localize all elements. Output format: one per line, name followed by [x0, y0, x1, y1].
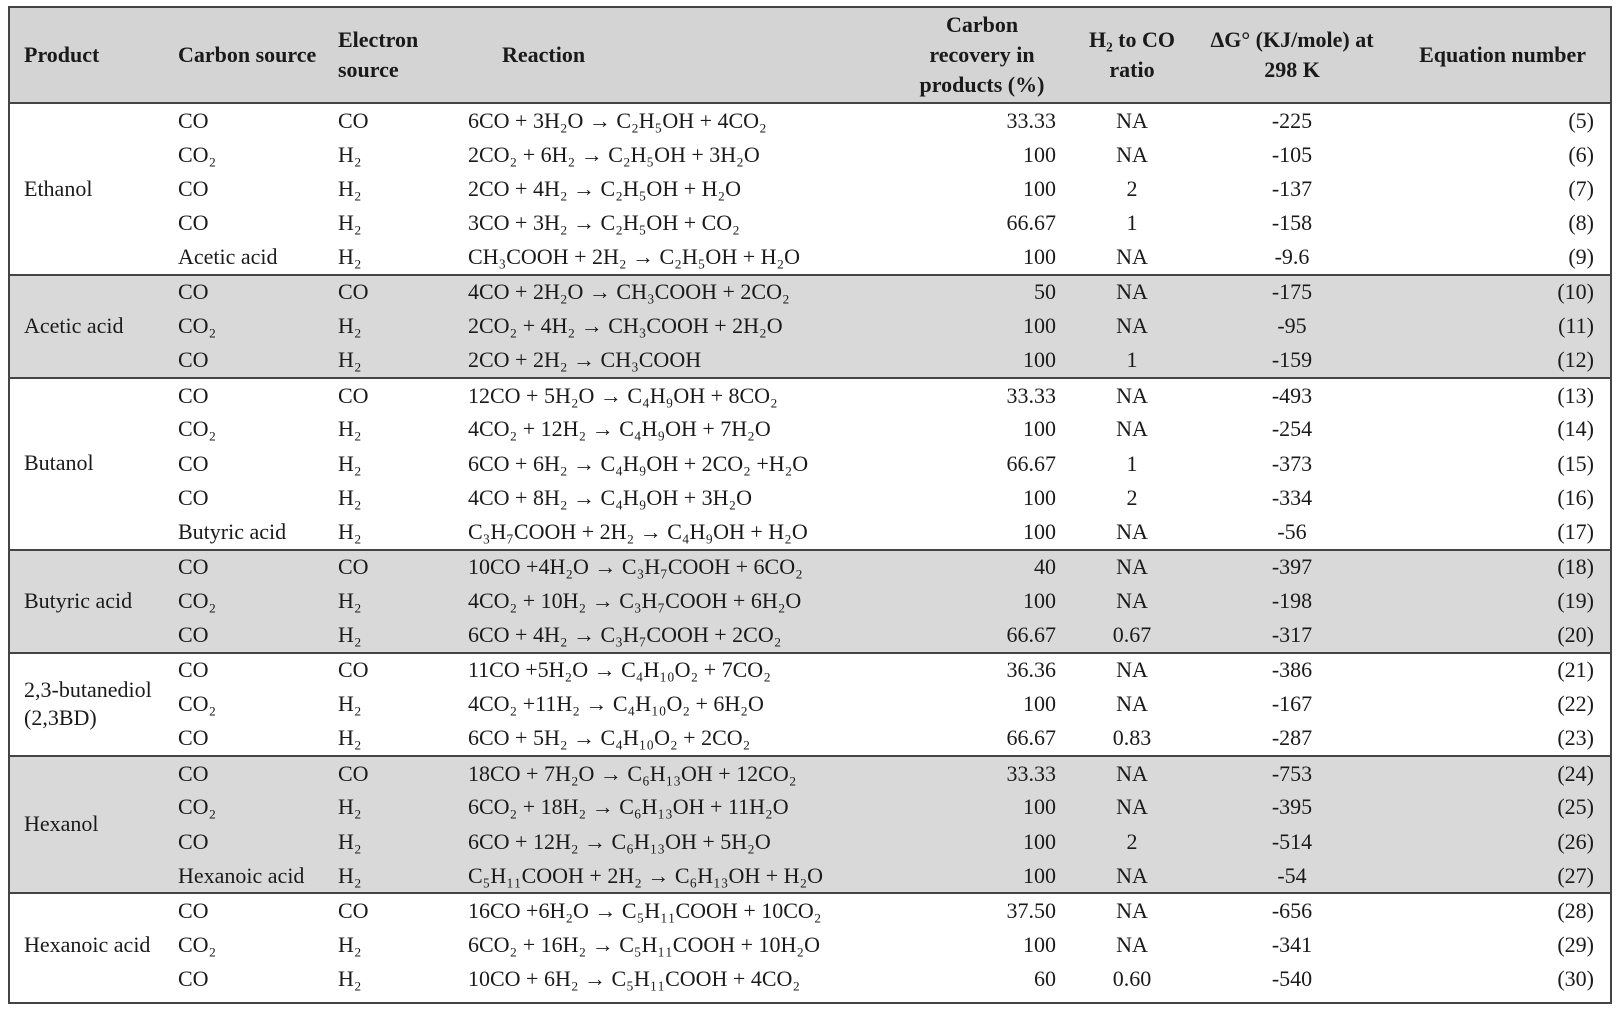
carbon-recovery-cell: 100: [902, 790, 1062, 824]
carbon-source-cell: CO₂: [172, 584, 332, 618]
carbon-source-cell: CO: [178, 175, 209, 201]
table-row: [10, 653, 1610, 687]
table-row: [10, 172, 1610, 206]
table-row: [10, 137, 1610, 171]
equation-number-cell: (21): [1382, 653, 1610, 687]
h2-co-ratio-cell: NA: [1062, 790, 1202, 824]
carbon-recovery-cell: 33.33: [902, 378, 1062, 412]
table-row: [10, 206, 1610, 240]
carbon-source-cell: CO: [178, 107, 209, 133]
table-row: [10, 515, 1610, 549]
carbon-recovery-cell: 100: [1023, 518, 1056, 544]
h2-co-ratio-cell: NA: [1116, 244, 1148, 270]
electron-source-cell: CO: [332, 653, 462, 687]
electron-source-cell: H₂: [338, 450, 362, 476]
carbon-source-cell: Acetic acid: [178, 244, 278, 270]
header-row: [10, 8, 1610, 103]
carbon-recovery-cell: 33.33: [1006, 107, 1056, 133]
electron-source-cell: CO: [332, 756, 462, 790]
equation-number-cell: (29): [1557, 931, 1594, 957]
table-row: [10, 103, 1610, 137]
carbon-source-cell: CO₂: [178, 141, 217, 167]
reaction-cell: 6CO + 3H₂O → C₂H₅OH + 4CO₂: [468, 107, 767, 133]
table-body: [10, 103, 1610, 996]
h2-co-ratio-cell: 0.60: [1112, 966, 1152, 992]
table-row: [10, 687, 1610, 721]
reaction-cell: 2CO₂ + 4H₂ → CH₃COOH + 2H₂O: [462, 309, 902, 343]
reaction-table-frame: [8, 6, 1612, 1004]
electron-source-cell: H₂: [332, 584, 462, 618]
electron-source-cell: CO: [338, 107, 369, 133]
carbon-recovery-cell: 100: [902, 584, 1062, 618]
reaction-cell: 10CO +4H₂O → C₃H₇COOH + 6CO₂: [462, 550, 902, 584]
delta-g-cell: -493: [1202, 378, 1382, 412]
carbon-source-cell: CO: [172, 344, 332, 378]
table-row: [10, 928, 1610, 962]
equation-number-cell: (9): [1568, 244, 1594, 270]
delta-g-cell: -395: [1202, 790, 1382, 824]
electron-source-cell: H₂: [332, 309, 462, 343]
carbon-recovery-cell: 100: [1023, 931, 1056, 957]
table-row: [10, 893, 1610, 927]
table-header: [10, 8, 1610, 103]
equation-number-cell: (30): [1557, 966, 1594, 992]
product-cell: 2,3-butanediol (2,3BD): [10, 653, 172, 756]
delta-g-cell: -753: [1202, 756, 1382, 790]
reaction-cell: 4CO + 8H₂ → C₄H₉OH + 3H₂O: [468, 485, 753, 511]
carbon-recovery-cell: 33.33: [902, 756, 1062, 790]
carbon-recovery-cell: 100: [1023, 141, 1056, 167]
h2-co-ratio-cell: NA: [1062, 309, 1202, 343]
carbon-recovery-cell: 66.67: [902, 618, 1062, 652]
equation-number-cell: (17): [1557, 518, 1594, 544]
header-delta-g: ΔG° (KJ/mole) at 298 K: [1210, 27, 1374, 82]
delta-g-cell: -373: [1271, 450, 1313, 476]
equation-number-cell: (8): [1568, 210, 1594, 236]
carbon-source-cell: CO: [178, 210, 209, 236]
equation-number-cell: (14): [1557, 416, 1594, 442]
equation-number-cell: (23): [1557, 725, 1594, 751]
h2-co-ratio-cell: 2: [1126, 175, 1138, 201]
reaction-cell: 16CO +6H₂O → C₅H₁₁COOH + 10CO₂: [462, 893, 902, 927]
equation-number-cell: (7): [1568, 175, 1594, 201]
header-reaction: Reaction: [502, 42, 586, 68]
carbon-source-cell: CO: [172, 618, 332, 652]
table-row: [10, 309, 1610, 343]
table-row: [10, 584, 1610, 618]
carbon-recovery-cell: 40: [902, 550, 1062, 584]
header-carbon-recovery: Carbon recovery in products (%): [919, 12, 1045, 97]
reaction-cell: CH₃COOH + 2H₂ → C₂H₅OH + H₂O: [468, 244, 801, 270]
h2-co-ratio-cell: NA: [1116, 107, 1148, 133]
carbon-recovery-cell: 66.67: [1006, 450, 1056, 476]
h2-co-ratio-cell: NA: [1062, 550, 1202, 584]
electron-source-cell: H₂: [332, 825, 462, 859]
header-product: Product: [24, 41, 100, 67]
header-h2-co-ratio: H₂ to CO ratio: [1088, 27, 1176, 82]
delta-g-cell: -334: [1271, 485, 1313, 511]
delta-g-cell: -540: [1271, 966, 1313, 992]
equation-number-cell: (6): [1568, 141, 1594, 167]
delta-g-cell: -397: [1202, 550, 1382, 584]
carbon-source-cell: CO: [172, 893, 332, 927]
table-row: [10, 275, 1610, 309]
electron-source-cell: CO: [332, 550, 462, 584]
reaction-cell: 6CO₂ + 18H₂ → C₆H₁₃OH + 11H₂O: [462, 790, 902, 824]
electron-source-cell: CO: [332, 893, 462, 927]
carbon-recovery-cell: 100: [1023, 691, 1056, 717]
h2-co-ratio-cell: 1: [1062, 344, 1202, 378]
table-row: [10, 962, 1610, 996]
equation-number-cell: (27): [1382, 859, 1610, 893]
electron-source-cell: H₂: [338, 416, 362, 442]
carbon-recovery-cell: 66.67: [1006, 210, 1056, 236]
product-cell: Butyric acid: [10, 550, 172, 653]
electron-source-cell: H₂: [338, 210, 362, 236]
carbon-recovery-cell: 100: [902, 344, 1062, 378]
delta-g-cell: -95: [1202, 309, 1382, 343]
table-row: [10, 240, 1610, 274]
equation-number-cell: (13): [1382, 378, 1610, 412]
equation-number-cell: (22): [1557, 691, 1594, 717]
delta-g-cell: -514: [1202, 825, 1382, 859]
h2-co-ratio-cell: NA: [1116, 931, 1148, 957]
h2-co-ratio-cell: NA: [1116, 141, 1148, 167]
equation-number-cell: (18): [1382, 550, 1610, 584]
equation-number-cell: (26): [1382, 825, 1610, 859]
reaction-cell: 6CO + 5H₂ → C₄H₁₀O₂ + 2CO₂: [468, 725, 751, 751]
electron-source-cell: H₂: [338, 966, 362, 992]
carbon-source-cell: CO₂: [178, 416, 217, 442]
h2-co-ratio-cell: 0.83: [1112, 725, 1152, 751]
carbon-source-cell: CO: [172, 378, 332, 412]
carbon-recovery-cell: 100: [1023, 244, 1056, 270]
reaction-cell: 6CO₂ + 16H₂ → C₅H₁₁COOH + 10H₂O: [468, 931, 820, 957]
reaction-cell: 6CO + 4H₂ → C₃H₇COOH + 2CO₂: [462, 618, 902, 652]
carbon-source-cell: CO: [172, 275, 332, 309]
carbon-source-cell: CO₂: [172, 309, 332, 343]
delta-g-cell: -254: [1271, 416, 1313, 442]
equation-number-cell: (5): [1568, 107, 1594, 133]
delta-g-cell: -225: [1271, 107, 1313, 133]
carbon-source-cell: CO: [178, 966, 209, 992]
reaction-cell: 6CO + 12H₂ → C₆H₁₃OH + 5H₂O: [462, 825, 902, 859]
delta-g-cell: -386: [1202, 653, 1382, 687]
delta-g-cell: -54: [1202, 859, 1382, 893]
reaction-table: [10, 8, 1610, 996]
header-carbon-source: Carbon source: [178, 42, 317, 68]
h2-co-ratio-cell: 1: [1126, 450, 1138, 476]
header-electron-source: Electron source: [338, 27, 419, 82]
carbon-recovery-cell: 37.50: [902, 893, 1062, 927]
carbon-source-cell: CO: [178, 725, 209, 751]
electron-source-cell: H₂: [332, 859, 462, 893]
reaction-cell: 2CO + 4H₂ → C₂H₅OH + H₂O: [468, 175, 742, 201]
equation-number-cell: (25): [1382, 790, 1610, 824]
carbon-recovery-cell: 36.36: [902, 653, 1062, 687]
equation-number-cell: (24): [1382, 756, 1610, 790]
header-equation-number: Equation number: [1419, 42, 1586, 68]
reaction-cell: C₅H₁₁COOH + 2H₂ → C₆H₁₃OH + H₂O: [462, 859, 902, 893]
reaction-cell: 4CO₂ +11H₂ → C₄H₁₀O₂ + 6H₂O: [468, 691, 764, 717]
h2-co-ratio-cell: NA: [1062, 859, 1202, 893]
h2-co-ratio-cell: NA: [1062, 275, 1202, 309]
reaction-cell: 12CO + 5H₂O → C₄H₉OH + 8CO₂: [462, 378, 902, 412]
equation-number-cell: (11): [1382, 309, 1610, 343]
table-row: [10, 344, 1610, 378]
carbon-source-cell: CO: [172, 653, 332, 687]
reaction-cell: 4CO + 2H₂O → CH₃COOH + 2CO₂: [462, 275, 902, 309]
reaction-cell: 2CO₂ + 6H₂ → C₂H₅OH + 3H₂O: [468, 141, 760, 167]
electron-source-cell: H₂: [332, 344, 462, 378]
carbon-recovery-cell: 50: [902, 275, 1062, 309]
h2-co-ratio-cell: NA: [1062, 653, 1202, 687]
product-cell: Hexanol: [10, 756, 172, 893]
reaction-cell: 4CO₂ + 10H₂ → C₃H₇COOH + 6H₂O: [462, 584, 902, 618]
carbon-source-cell: CO: [172, 825, 332, 859]
table-row: [10, 790, 1610, 824]
electron-source-cell: H₂: [338, 518, 362, 544]
h2-co-ratio-cell: NA: [1062, 756, 1202, 790]
electron-source-cell: H₂: [338, 141, 362, 167]
carbon-source-cell: CO: [178, 450, 209, 476]
h2-co-ratio-cell: NA: [1116, 416, 1148, 442]
table-row: [10, 825, 1610, 859]
delta-g-cell: -158: [1271, 210, 1313, 236]
h2-co-ratio-cell: NA: [1062, 893, 1202, 927]
delta-g-cell: -175: [1202, 275, 1382, 309]
delta-g-cell: -137: [1271, 175, 1313, 201]
table-row: [10, 447, 1610, 481]
electron-source-cell: H₂: [338, 725, 362, 751]
carbon-recovery-cell: 100: [902, 859, 1062, 893]
table-row: [10, 481, 1610, 515]
product-cell: Ethanol: [24, 175, 93, 201]
delta-g-cell: -656: [1202, 893, 1382, 927]
table-row: [10, 756, 1610, 790]
h2-co-ratio-cell: NA: [1062, 584, 1202, 618]
h2-co-ratio-cell: 0.67: [1062, 618, 1202, 652]
reaction-cell: 18CO + 7H₂O → C₆H₁₃OH + 12CO₂: [462, 756, 902, 790]
carbon-recovery-cell: 60: [1034, 966, 1056, 992]
carbon-source-cell: CO: [172, 550, 332, 584]
carbon-source-cell: CO₂: [178, 931, 217, 957]
delta-g-cell: -341: [1271, 931, 1313, 957]
equation-number-cell: (15): [1557, 450, 1594, 476]
product-cell: Acetic acid: [10, 275, 172, 378]
electron-source-cell: H₂: [338, 485, 362, 511]
electron-source-cell: H₂: [338, 175, 362, 201]
table-row: [10, 859, 1610, 893]
equation-number-cell: (20): [1382, 618, 1610, 652]
electron-source-cell: H₂: [338, 931, 362, 957]
carbon-recovery-cell: 100: [902, 825, 1062, 859]
h2-co-ratio-cell: 2: [1126, 485, 1138, 511]
equation-number-cell: (19): [1382, 584, 1610, 618]
carbon-recovery-cell: 100: [1023, 175, 1056, 201]
table-row: [10, 412, 1610, 446]
table-row: [10, 378, 1610, 412]
carbon-recovery-cell: 100: [1023, 416, 1056, 442]
table-row: [10, 721, 1610, 755]
carbon-recovery-cell: 100: [902, 309, 1062, 343]
product-cell: Hexanoic acid: [10, 893, 172, 996]
delta-g-cell: -317: [1202, 618, 1382, 652]
delta-g-cell: -159: [1202, 344, 1382, 378]
reaction-cell: 6CO + 6H₂ → C₄H₉OH + 2CO₂ +H₂O: [468, 450, 809, 476]
product-cell: Butanol: [10, 378, 172, 550]
reaction-cell: 10CO + 6H₂ → C₅H₁₁COOH + 4CO₂: [468, 966, 801, 992]
carbon-source-cell: CO₂: [178, 691, 217, 717]
carbon-source-cell: CO: [178, 485, 209, 511]
carbon-recovery-cell: 100: [1023, 485, 1056, 511]
delta-g-cell: -167: [1271, 691, 1313, 717]
carbon-source-cell: Hexanoic acid: [172, 859, 332, 893]
equation-number-cell: (28): [1382, 893, 1610, 927]
delta-g-cell: -105: [1271, 141, 1313, 167]
electron-source-cell: H₂: [332, 618, 462, 652]
table-row: [10, 550, 1610, 584]
carbon-source-cell: CO: [172, 756, 332, 790]
electron-source-cell: H₂: [332, 790, 462, 824]
reaction-cell: 3CO + 3H₂ → C₂H₅OH + CO₂: [468, 210, 740, 236]
h2-co-ratio-cell: NA: [1116, 518, 1148, 544]
h2-co-ratio-cell: NA: [1062, 378, 1202, 412]
electron-source-cell: H₂: [338, 244, 362, 270]
electron-source-cell: H₂: [338, 691, 362, 717]
delta-g-cell: -9.6: [1274, 244, 1310, 270]
equation-number-cell: (16): [1557, 485, 1594, 511]
electron-source-cell: CO: [332, 378, 462, 412]
delta-g-cell: -287: [1271, 725, 1313, 751]
carbon-source-cell: Butyric acid: [178, 518, 287, 544]
h2-co-ratio-cell: NA: [1116, 691, 1148, 717]
h2-co-ratio-cell: 1: [1126, 210, 1138, 236]
reaction-cell: 11CO +5H₂O → C₄H₁₀O₂ + 7CO₂: [462, 653, 902, 687]
h2-co-ratio-cell: 2: [1062, 825, 1202, 859]
table-row: [10, 618, 1610, 652]
equation-number-cell: (12): [1382, 344, 1610, 378]
reaction-cell: 2CO + 2H₂ → CH₃COOH: [462, 344, 902, 378]
electron-source-cell: CO: [332, 275, 462, 309]
delta-g-cell: -198: [1202, 584, 1382, 618]
reaction-cell: C₃H₇COOH + 2H₂ → C₄H₉OH + H₂O: [468, 518, 808, 544]
reaction-cell: 4CO₂ + 12H₂ → C₄H₉OH + 7H₂O: [468, 416, 771, 442]
equation-number-cell: (10): [1382, 275, 1610, 309]
carbon-recovery-cell: 66.67: [1006, 725, 1056, 751]
carbon-source-cell: CO₂: [172, 790, 332, 824]
delta-g-cell: -56: [1277, 518, 1307, 544]
